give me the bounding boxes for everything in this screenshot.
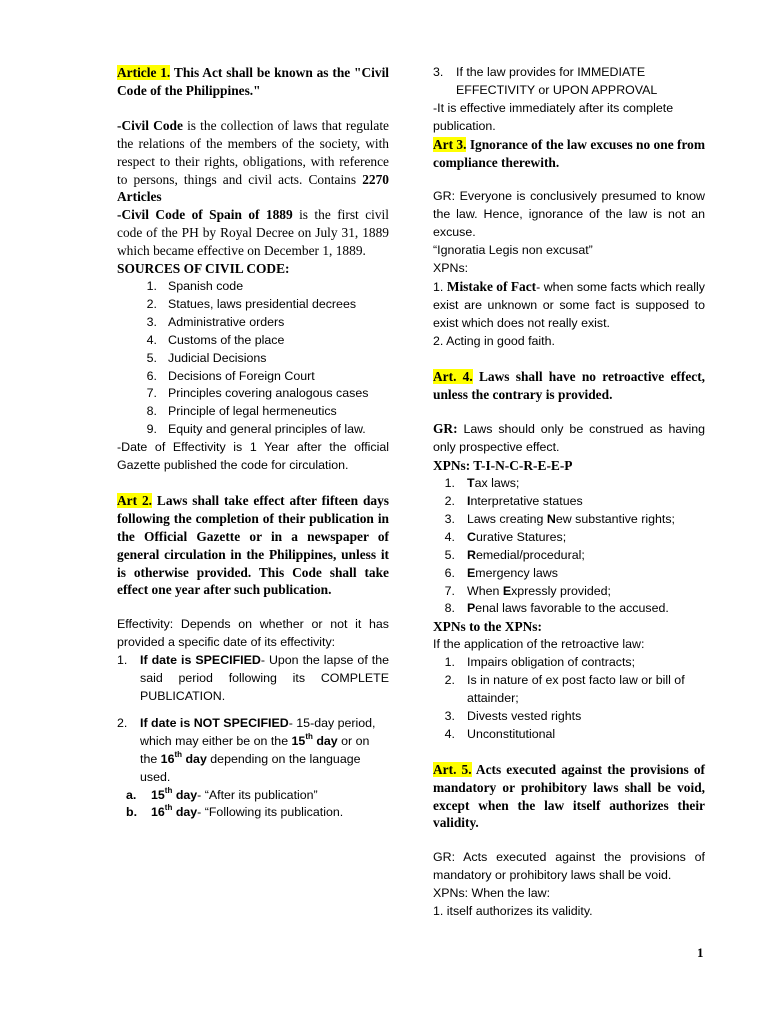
sub-b-text: - “Following its publication. <box>197 805 344 820</box>
retro-item <box>433 708 705 726</box>
article-4 <box>433 368 705 404</box>
source-item <box>117 296 389 314</box>
initial-letter: E <box>502 583 512 598</box>
gr-art4 <box>433 420 705 457</box>
day-16: 16 <box>160 751 175 766</box>
day-word: day <box>316 733 338 748</box>
xpn5-item: 1. itself authorizes its validity. <box>433 904 593 919</box>
spain-term: -Civil Code of Spain of 1889 <box>117 207 293 223</box>
tincreep-list <box>433 475 705 618</box>
tincreep-item <box>433 511 705 529</box>
list-number: 3. <box>146 314 157 329</box>
list-text-part: Statues, laws presidential decrees <box>168 296 357 311</box>
list-number: 1. <box>444 655 455 670</box>
article-2-text: Laws shall take effect after fifteen days following the completion of their publication in the Official Gazette or in a newspaper of general circulation in the Philippines, unless it is otherwise provided. This Code shall take effect one year after such publication. <box>117 492 390 598</box>
list-text-part: Unconstitutional <box>467 726 556 741</box>
civil-code-definition <box>117 117 389 207</box>
list-text <box>467 475 705 493</box>
list-text-part: xpressly provided; <box>511 583 611 598</box>
list-number: 1. <box>146 278 157 293</box>
list-text <box>168 368 389 386</box>
effectivity-item-2 <box>117 715 389 787</box>
right-column <box>433 64 705 921</box>
list-text <box>168 403 389 421</box>
list-text-part: mergency laws <box>475 565 558 580</box>
th-sup: th <box>164 785 173 795</box>
list-number: 4. <box>146 332 157 347</box>
effectivity-date-note: -Date of Effectivity is 1 Year after the official Gazette published the code for circulation. <box>117 440 389 473</box>
xpn1-bold: Mistake of Fact <box>446 278 537 294</box>
list-text-part: urative Statures; <box>475 529 567 544</box>
left-column <box>117 64 389 822</box>
list-number: 6. <box>444 565 455 580</box>
item-2-text-a: - 15-day period, which may either be on the <box>140 715 376 748</box>
effectivity-list-3 <box>433 64 705 100</box>
th-sup: th <box>305 731 313 741</box>
effectivity-list-2 <box>117 715 389 787</box>
list-number: 5. <box>444 547 455 562</box>
article-3 <box>433 136 705 172</box>
page-number: 1 <box>697 945 704 960</box>
list-text-part: ax laws; <box>474 476 520 491</box>
list-text <box>467 493 705 511</box>
source-item <box>117 403 389 421</box>
xpn5-intro: XPNs: When the law: <box>433 886 551 901</box>
effectivity-item-3 <box>433 64 705 100</box>
sub-b-day: 16 <box>151 805 165 820</box>
source-item <box>117 385 389 403</box>
article-2-label: Art 2. <box>117 492 153 508</box>
item-number: 1. <box>117 653 128 668</box>
list-number: 3. <box>444 708 455 723</box>
article-4-label: Art. 4. <box>433 368 473 384</box>
list-text-part: Spanish code <box>168 278 244 293</box>
or-on-the: or on the <box>140 733 370 766</box>
list-number: 4. <box>444 529 455 544</box>
source-item <box>117 278 389 296</box>
article-5-text: Acts executed against the provisions of mandatory or prohibitory laws shall be void, except when the law itself authorizes their validity. <box>433 761 705 831</box>
list-text-part: Principle of legal hermeneutics <box>168 404 337 419</box>
item-2-text-b: depending on the language used. <box>140 751 361 784</box>
article-1 <box>117 64 389 100</box>
effectivity-intro: Effectivity: Depends on whether or not it has provided a specific date of its effectivity: <box>117 617 389 650</box>
article-4-text: Laws shall have no retroactive effect, unless the contrary is provided. <box>433 368 706 402</box>
list-number: 4. <box>444 726 455 741</box>
sub-a-day: 15 <box>151 787 165 802</box>
list-text-part: nterpretative statues <box>470 494 583 509</box>
list-text <box>168 332 389 350</box>
initial-letter: E <box>467 565 476 580</box>
xpn-good-faith: 2. Acting in good faith. <box>433 333 555 348</box>
language-sublist <box>117 787 389 823</box>
list-number: 9. <box>146 422 157 437</box>
item-1-text: - Upon the lapse of the said period following its COMPLETE PUBLICATION. <box>140 653 389 703</box>
source-item <box>117 314 389 332</box>
sub-item-letter: b. <box>126 805 138 820</box>
article-3-label: Art 3. <box>433 136 467 152</box>
item-1-bold: If date is SPECIFIED <box>140 653 261 668</box>
list-number: 8. <box>146 404 157 419</box>
list-text <box>467 654 705 672</box>
item-number: 2. <box>117 715 128 730</box>
list-number: 8. <box>444 601 455 616</box>
list-text-part: Principles covering analogous cases <box>168 386 369 401</box>
list-number: 7. <box>444 583 455 598</box>
initial-letter: P <box>467 601 476 616</box>
list-text <box>168 385 389 403</box>
list-text-part: Is in nature of ex post facto law or bill of attainder; <box>467 673 685 705</box>
list-text <box>467 547 705 565</box>
item-2-bold: If date is NOT SPECIFIED <box>140 715 289 730</box>
source-item <box>117 421 389 439</box>
initial-letter: R <box>467 547 476 562</box>
retro-intro: If the application of the retroactive law: <box>433 637 645 652</box>
list-text-part: Judicial Decisions <box>168 350 267 365</box>
day-15: 15 <box>291 733 306 748</box>
list-text-part: Divests vested rights <box>467 708 582 723</box>
article-1-text: This Act shall be known as the "Civil Code of the Philippines." <box>117 65 390 98</box>
list-text <box>467 583 705 601</box>
retro-item <box>433 654 705 672</box>
list-text <box>467 511 705 529</box>
source-item <box>117 332 389 350</box>
list-text <box>168 296 389 314</box>
list-text <box>467 708 705 726</box>
th-sup: th <box>174 749 183 759</box>
list-number: 6. <box>146 368 157 383</box>
tincreep-item <box>433 600 705 618</box>
list-text-part: emedial/procedural; <box>475 547 585 562</box>
list-number: 2. <box>146 296 157 311</box>
sub-item-b <box>117 804 389 822</box>
retro-list <box>433 654 705 744</box>
xpn1-num: 1. <box>433 279 447 294</box>
list-text <box>467 672 705 708</box>
list-text-part: Impairs obligation of contracts; <box>467 655 636 670</box>
xpn1-text: - when some facts which really exist are unknown or some fact is supposed to exist which does not really exist. <box>433 279 705 330</box>
list-text <box>467 726 705 744</box>
list-text <box>168 350 389 368</box>
list-text <box>467 529 705 547</box>
retro-item <box>433 672 705 708</box>
sub-item-letter: a. <box>126 787 137 802</box>
sub-a-text: - “After its publication” <box>197 787 318 802</box>
sources-heading: SOURCES OF CIVIL CODE: <box>117 261 290 277</box>
gr-art5: GR: Acts executed against the provisions of mandatory or prohibitory laws shall be void. <box>433 850 705 883</box>
spain-def: is the first civil code of the PH by Royal Decree on July 31, 1889 which became effective on December 1, 1889. <box>117 207 389 259</box>
sub-item-a <box>117 787 389 805</box>
tincreep-heading: XPNs: T-I-N-C-R-E-E-P <box>433 458 573 474</box>
initial-letter: N <box>546 511 556 526</box>
list-number: 1. <box>444 476 455 491</box>
civil-code-spain <box>117 206 389 260</box>
item-3-text: If the law provides for IMMEDIATE EFFECTIVITY or UPON APPROVAL <box>456 65 658 97</box>
list-number: 2. <box>444 673 455 688</box>
list-text <box>168 278 389 296</box>
list-number: 7. <box>146 386 157 401</box>
article-5 <box>433 761 705 833</box>
initial-letter: T <box>467 476 475 491</box>
article-5-label: Art. 5. <box>433 761 472 777</box>
list-text <box>168 421 389 439</box>
gr4-label: GR: <box>433 421 458 437</box>
xpns-to-xpns-heading: XPNs to the XPNs: <box>433 619 542 635</box>
effectivity-list <box>117 652 389 706</box>
item-number: 3. <box>433 65 444 79</box>
articles-count: 2270 Articles <box>117 171 389 205</box>
tincreep-item <box>433 475 705 493</box>
latin-maxim: “Ignoratia Legis non excusat” <box>433 243 593 258</box>
list-number: 2. <box>444 494 455 509</box>
list-text-part: Laws creating <box>467 511 547 526</box>
list-text-part: enal laws favorable to the accused. <box>475 601 669 616</box>
tincreep-item <box>433 529 705 547</box>
tincreep-item <box>433 583 705 601</box>
xpn-mistake-of-fact <box>433 278 705 333</box>
list-text <box>467 565 705 583</box>
list-text-part: ew substantive rights; <box>555 511 676 526</box>
gr-art3: GR: Everyone is conclusively presumed to know the law. Hence, ignorance of the law is not an excuse. <box>433 189 705 240</box>
day-word: day <box>185 751 207 766</box>
article-2 <box>117 492 389 599</box>
gr4-text: Laws should only be construed as having only prospective effect. <box>433 422 705 455</box>
civil-code-term: -Civil Code <box>117 117 183 133</box>
tincreep-item <box>433 565 705 583</box>
sources-list <box>117 278 389 439</box>
source-item <box>117 368 389 386</box>
list-text <box>168 314 389 332</box>
article-1-label: Article 1. <box>117 65 171 80</box>
list-number: 5. <box>146 350 157 365</box>
civil-code-def: is the collection of laws that regulate the relations of the members of the society, with respect to their rights, obligations, with reference to persons, things and civil acts. Contains <box>117 117 390 187</box>
tincreep-item <box>433 493 705 511</box>
list-text-part: Decisions of Foreign Court <box>168 368 315 383</box>
item-3-note: -It is effective immediately after its complete publication. <box>433 100 674 133</box>
source-item <box>117 350 389 368</box>
list-number: 3. <box>444 511 455 526</box>
list-text-part: Administrative orders <box>168 314 285 329</box>
retro-item <box>433 726 705 744</box>
tincreep-item <box>433 547 705 565</box>
article-3-text: Ignorance of the law excuses no one from compliance therewith. <box>433 136 705 170</box>
xpns-label: XPNs: <box>433 261 469 276</box>
day-word: day <box>175 805 198 820</box>
th-sup: th <box>164 803 173 813</box>
list-text-part: Customs of the place <box>168 332 285 347</box>
initial-letter: I <box>467 494 471 509</box>
initial-letter: C <box>467 529 476 544</box>
day-word: day <box>175 787 198 802</box>
list-text <box>467 600 705 618</box>
list-text-part: When <box>467 583 503 598</box>
effectivity-item-1 <box>117 652 389 706</box>
list-text-part: Equity and general principles of law. <box>168 422 366 437</box>
